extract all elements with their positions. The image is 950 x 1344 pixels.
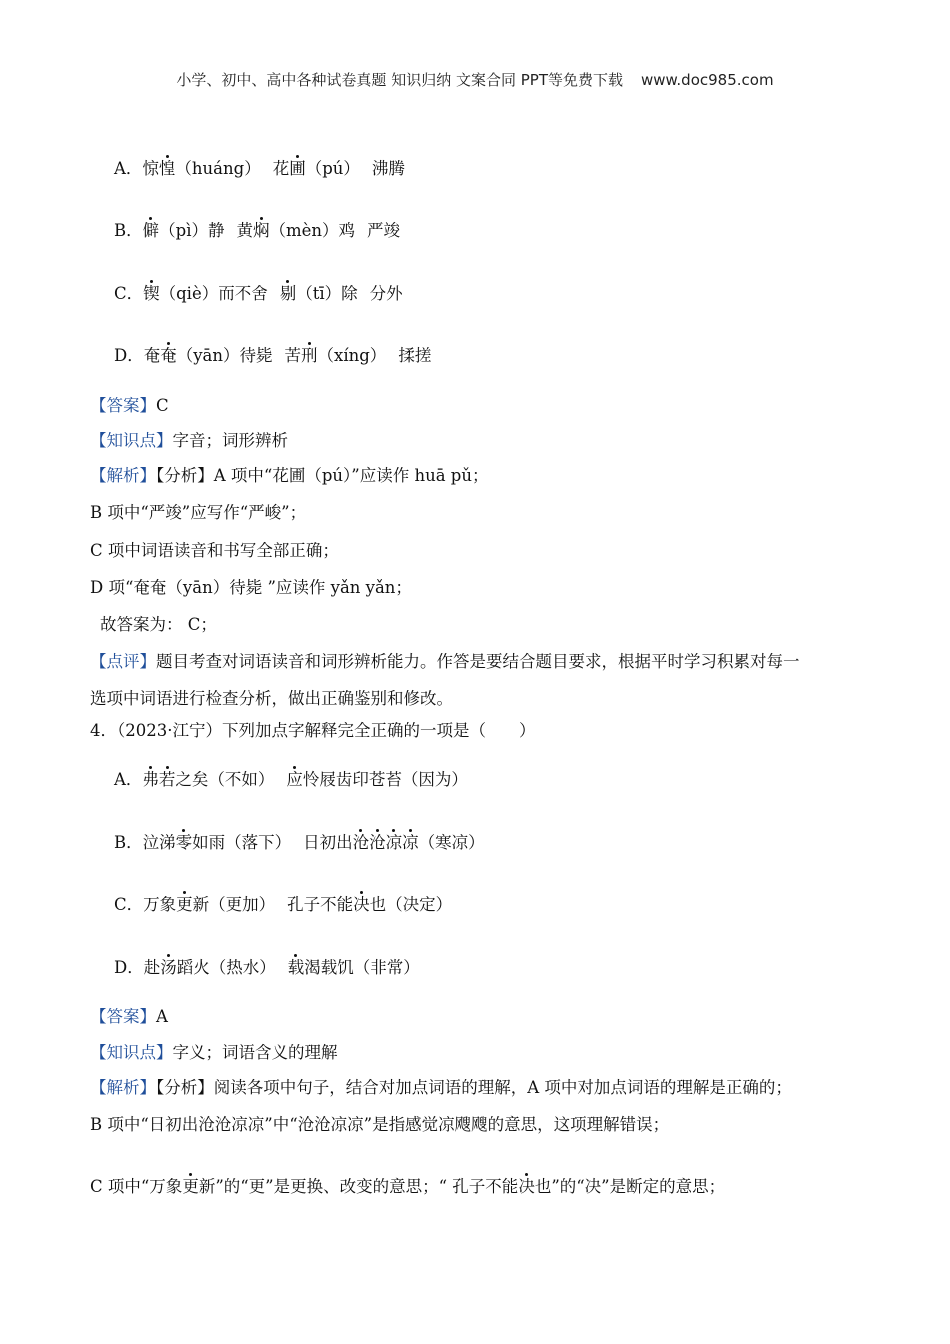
dotted-char: 沧 [369,833,386,852]
q3-option-d: D．奄奄（yān）待毙 苦刑（xíng） 揉搓 [114,346,432,365]
q3-analysis-line-3: C 项中词语读音和书写全部正确； [90,541,339,560]
dotted-char: 决 [518,1177,535,1196]
dotted-char: 奄 [160,346,177,365]
q4-option-a: A．弗若之矣（不如） 应怜屐齿印苍苔（因为） [114,770,468,789]
dotted-char: 决 [353,895,370,914]
dotted-char: 汤 [160,958,177,977]
comment-tag: 【点评】 [90,652,156,671]
page-header [0,69,950,90]
knowledge-tag: 【知识点】 [90,1043,173,1062]
header-text: 小学、初中、高中各种试卷真题 知识归纳 文案合同 PPT等免费下载 [176,71,623,89]
q3-knowledge: 【知识点】字音；词形辨析 [90,431,288,450]
dotted-char: 凉 [402,833,419,852]
dotted-char: 焖 [252,221,270,240]
answer-tag: 【答案】 [90,396,156,415]
q4-knowledge: 【知识点】字义；词语含义的理解 [90,1043,338,1062]
dotted-char: 弗 [142,770,159,789]
q4-option-b: B．泣涕零如雨（落下） 日初出沧沧凉凉（寒凉） [114,833,485,852]
q4-option-d: D．赴汤蹈火（热水） 载渴载饥（非常） [114,958,420,977]
dotted-char: 若 [158,770,176,789]
dotted-char: 应 [286,770,303,789]
q4-analysis-line-3: C 项中“万象更新”的“更”是更换、改变的意思；“ 孔子不能决也”的“决”是断定的意思； [90,1177,726,1196]
q4-option-c: C．万象更新（更加） 孔子不能决也（决定） [114,895,453,914]
dotted-char: 凉 [385,833,403,852]
analysis-tag: 【解析】 [90,466,156,485]
q3-analysis-line-4: D 项“奄奄（yān）待毙 ”应读作 yǎn yǎn； [90,578,412,597]
header-site-link[interactable]: www.doc985.com [640,71,774,89]
q3-comment-line-1: 【点评】题目考查对词语读音和词形辨析能力。作答是要结合题目要求，根据平时学习积累对每一 [90,652,800,671]
q3-option-b: B．僻（pì）静 黄焖（mèn）鸡 严竣 [114,221,401,240]
dotted-char: 载 [287,958,305,977]
knowledge-tag: 【知识点】 [90,431,173,450]
q4-analysis-line-1: 【解析】【分析】阅读各项中句子，结合对加点词语的理解，A 项中对加点词语的理解是正确的； [90,1078,792,1097]
dotted-char: 锲 [143,284,160,303]
dotted-char: 更 [182,1177,199,1196]
dotted-char: 剔 [279,284,297,303]
q4-stem: 4．（2023·江宁）下列加点字解释完全正确的一项是（ ） [90,721,536,740]
dotted-char: 惶 [158,159,176,178]
dotted-char: 零 [175,833,193,852]
dotted-char: 更 [176,895,193,914]
q3-analysis-line-5: 故答案为： C； [100,615,217,634]
answer-tag: 【答案】 [90,1007,156,1026]
dotted-char: 圃 [289,159,306,178]
q3-analysis-line-1: 【解析】【分析】A 项中“花圃（pú）”应读作 huā pǔ； [90,466,489,485]
dotted-char: 沧 [352,833,370,852]
q3-option-a: A．惊惶（huáng） 花圃（pú） 沸腾 [114,159,405,178]
q4-analysis-line-2: B 项中“日初出沧沧凉凉”中“沧沧凉凉”是指感觉凉飕飕的意思，这项理解错误； [90,1115,670,1134]
dotted-char: 僻 [142,221,160,240]
q3-answer: 【答案】C [90,396,169,415]
q3-option-c: C．锲（qiè）而不舍 剔（tī）除 分外 [114,284,403,303]
q3-analysis-line-2: B 项中“严竣”应写作“严峻”； [90,503,307,522]
q3-comment-line-2: 选项中词语进行检查分析，做出正确鉴别和修改。 [90,689,453,708]
analysis-tag: 【解析】 [90,1078,156,1097]
q4-answer: 【答案】A [90,1007,168,1026]
dotted-char: 刑 [301,346,318,365]
